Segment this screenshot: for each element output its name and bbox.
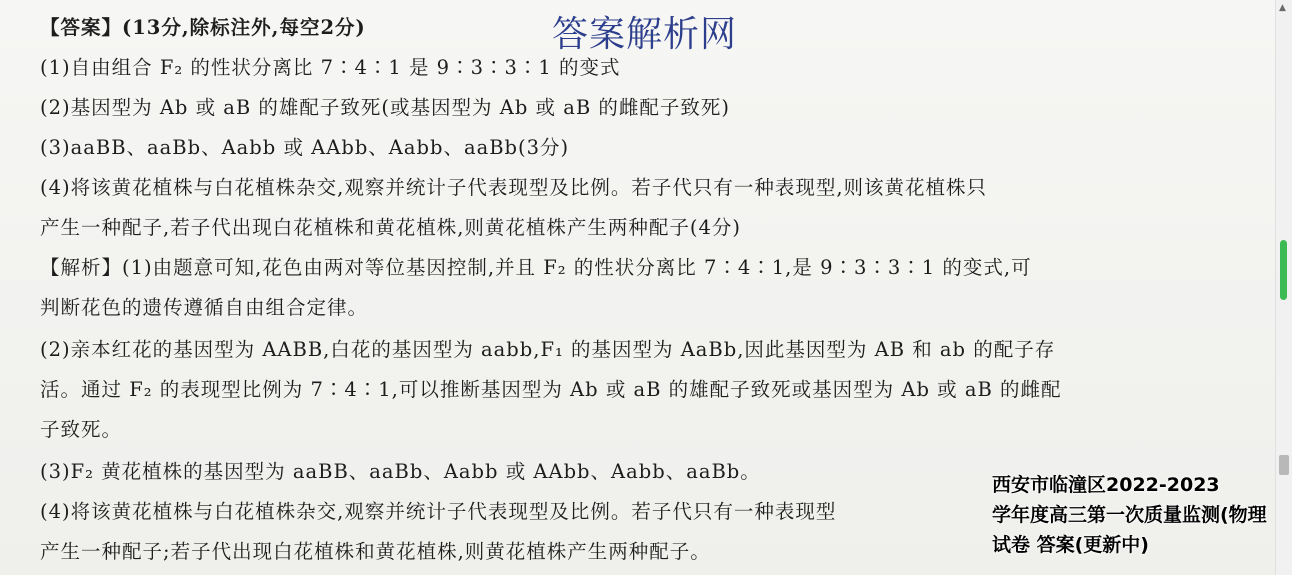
title-overlay — [992, 470, 1292, 560]
overlay-line-2: 学年度高三第一次质量监测(物理 — [992, 504, 1267, 526]
analysis-line-3: (3)F₂ 黄花植株的基因型为 aaBB、aaBb、Aabb 或 AAbb、Aabb、aaBb。 — [40, 460, 761, 483]
answer-heading: 【答案】(13分,除标注外,每空2分) — [40, 16, 366, 39]
analysis-line-1: 【解析】(1)由题意可知,花色由两对等位基因控制,并且 F₂ 的性状分离比 7∶4∶1,是 9∶3∶3∶1 的变式,可 — [40, 256, 1032, 279]
analysis-line-2-end: 子致死。 — [40, 418, 123, 441]
analysis-line-2: (2)亲本红花的基因型为 AABB,白花的基因型为 aabb,F₁ 的基因型为 AaBb,因此基因型为 AB 和 ab 的配子存 — [40, 338, 1056, 361]
watermark-title: 答案解析网 — [552, 14, 738, 55]
answer-line-4: (4)将该黄花植株与白花植株杂交,观察并统计子代表现型及比例。若子代只有一种表现型,则该黄花植株只 — [40, 176, 988, 199]
overlay-line-3: 试卷 答案(更新中) — [992, 534, 1149, 556]
answer-line-1: (1)自由组合 F₂ 的性状分离比 7∶4∶1 是 9∶3∶3∶1 的变式 — [40, 56, 621, 79]
answer-line-2: (2)基因型为 Ab 或 aB 的雄配子致死(或基因型为 Ab 或 aB 的雌配子致死) — [40, 96, 730, 119]
scroll-marker — [1279, 455, 1289, 475]
answer-line-4-cont: 产生一种配子,若子代出现白花植株和黄花植株,则黄花植株产生两种配子(4分) — [40, 216, 742, 239]
scroll-thumb[interactable] — [1280, 240, 1287, 300]
analysis-line-4-cont: 产生一种配子;若子代出现白花植株和黄花植株,则黄花植株产生两种配子。 — [40, 540, 711, 563]
answer-line-3: (3)aaBB、aaBb、Aabb 或 AAbb、Aabb、aaBb(3分) — [40, 136, 570, 159]
analysis-line-4: (4)将该黄花植株与白花植株杂交,观察并统计子代表现型及比例。若子代只有一种表现型 — [40, 500, 837, 523]
vertical-scrollbar[interactable] — [1275, 0, 1292, 575]
overlay-line-1: 西安市临潼区2022-2023 — [992, 474, 1220, 496]
analysis-line-1-cont: 判断花色的遗传遵循自由组合定律。 — [40, 296, 369, 319]
scroll-up-icon[interactable]: ▲ — [1279, 3, 1286, 13]
analysis-line-2-cont: 活。通过 F₂ 的表现型比例为 7∶4∶1,可以推断基因型为 Ab 或 aB 的雄配子致死或基因型为 Ab 或 aB 的雌配 — [40, 378, 1062, 401]
